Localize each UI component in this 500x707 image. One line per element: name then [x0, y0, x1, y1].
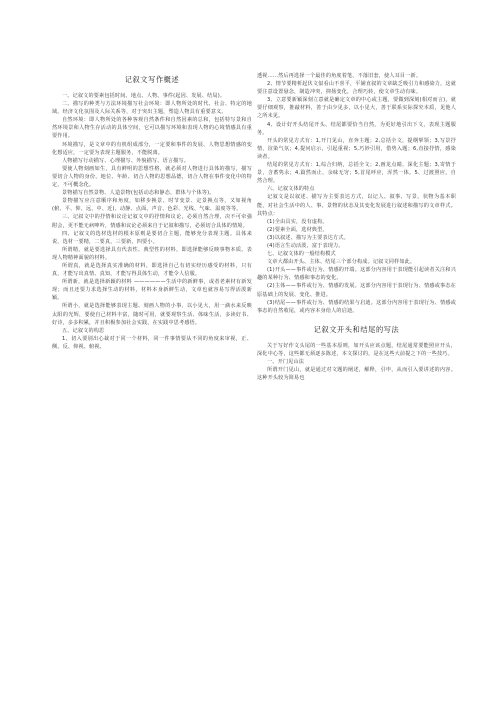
- paragraph: 1、切入要别出心裁对于同一个材料，同一件事情要从不同的角度来审视，正、侧、反、仰视、俯视、: [52, 335, 252, 350]
- left-column: [52, 75, 252, 351]
- section-heading: 六、记叙文体的特点: [267, 186, 315, 193]
- paragraph: 环境描写，是文章中的有机组成部分，一定要和事件的发展、人物思想情感的变化想适应，一定要为表现主题服务，不能脱离。: [52, 141, 252, 156]
- paragraph: 景物描写自然景物、人造景物(包括动态和静态，群体与个体等)。: [62, 190, 215, 197]
- section-heading: 七、记叙文体的一般结构模式: [267, 251, 336, 258]
- document-title: 记叙文写作概述: [124, 75, 180, 84]
- paragraph: (1)开头——事件或行为、情感的开端。这部分内容用于表现能引起读者关注和兴趣的某种行为、情感和事态的变化。: [257, 267, 456, 282]
- paragraph: 所谓开门见山，就是通过对文题的阐述，解释，引申，从而引入要讲述的内容。这种开头较为简易也: [257, 367, 456, 382]
- paragraph: 所谓新，就是选择新颖的材料 ——————生活中的新鲜事，或者老素材有新发现；而且还要力求选择生动的材料，材料本身新鲜生动，文章也就容易写得活泼新颖。: [52, 279, 252, 302]
- section-heading: 一、开门见山法: [267, 359, 305, 365]
- section-heading: 五、记叙文的构思: [62, 327, 105, 334]
- paragraph: 所谓小，就是选择能够表现主题、刻画人物的小事，以小见大，用一滴水来反映太阳的光辉，要使自己材料丰富，随时可用，就要观察生活、体味生活，多读好书、好诗，多多积累，并且积极参加社会实践，在实践中思考感悟。: [52, 303, 252, 326]
- paragraph: 二、描写的种类与方法环境描写社会环境：即人物所处的时代、社会、特定的地域、经济文化氛围及人际关系等，对于突出主题，塑造人物具有重要意义。: [52, 101, 252, 116]
- paragraph-continued: 透视……然后再选择一个最佳的角度着笔，不落旧套，使人耳目一新。: [257, 73, 422, 79]
- second-title: 记叙文开头和结尾的写法: [313, 324, 400, 334]
- paragraph: 所谓精，就是要选择具有代表性、典型性的材料，即选择能够反映事物本质、表现人物精神面貌的材料。: [52, 246, 252, 261]
- paragraph: 三、记叙文中的抒情和议论记叙文中的抒情和议论，必须自然合理，决不可牵强附会，更不能无病呻吟，情感和议论必须来自于记叙和描写，必须切合具体的情境。: [52, 214, 252, 229]
- paragraph: 一、记叙文的要素包括时间、地点、人物、事件(起因、发展、结局)。: [62, 93, 226, 99]
- paragraph: 景物描写应注意顺序和角度，如移步换景、时节变景、定景换点等，又如视角(俯、平、仰、远、中、近)、动静、点面、声音、色彩、光线、气味、温度等等。: [52, 198, 252, 213]
- paragraph: 3、立意要新颖深刻立意就是确定文章的中心或主题，要做到深刻(相对而言)，就要仔细观察，推敲材料，善于由少见多，以小见大，善于联系实际探究本质，见他人之所未见。: [257, 97, 456, 120]
- list-item: (1)全由具实，没有虚构。: [267, 218, 328, 225]
- paragraph: 所谓真，就是选择真实准确的材料，即选择自己有切实经历感受的材料，只有真，才能写出真情、真知，才能写得具体生动，才能令人信服。: [52, 262, 252, 278]
- paragraph: 四、记叙文的选材选材的根本原则是要切合主题，能够充分表现主题。具体来说，选材一要精，二要真，三要新，四要小。: [52, 230, 252, 245]
- paragraph: (3)结尾——事件或行为、情感的结果与启迪。这部分内容用于表现行为、情感或事态的自然收尾，或内容本身给人的启迪。: [257, 299, 456, 314]
- paragraph: 2、情节要精析起伏文似看山不喜平，平铺直叙的文章缺乏吸引力和感染力，这就要注意设置悬念，制造冲突，抑扬变化，合理巧转，使文章生动有味。: [257, 81, 456, 96]
- paragraph: 开头的常见方式有：1,开门见山，直奔主题；2,总括全文，提纲挈领；3,写景抒情，渲染气氛；4,提问启示，引起重视；5,巧妙引用，借势入题；6,直接抒情，感染读者。: [257, 137, 456, 160]
- list-item: (4)语言生动活泼，富于表现力。: [267, 242, 344, 249]
- paragraph: 人物描写行动描写、心理描写、外貌描写、语言描写。: [62, 157, 190, 164]
- paragraph: 结尾的常见方式有：1,综合归纳，总括全文；2,画龙点睛，深化主题；3,寄情于景，含蓄隽永；4,篇然而止，余味无穷；5,首尾呼应，浑然一体。5、过渡照应，自然合理。: [257, 162, 456, 185]
- list-item: (2)要素全面，选材典型。: [267, 226, 328, 233]
- paragraph: 关于写好作文头尾的一些基本原则，如开头应该点题，结尾通常要能照应开头，深化中心等，这些都无须逐多陈述，本文探讨的，是在这些大前提之下的一些技巧。: [257, 342, 456, 357]
- paragraph: (2)主体——事件或行为、情感的发展。这部分内容用于表现行为、情感或事态在原基础上的发展、变化、推进。: [257, 283, 456, 298]
- paragraph: 记叙文是以叙述、描写为主要表达方式，以记人、叙事、写景、状物为基本职能，对社会生活中的人、事、景物的状态及其变化发展进行叙述和描写的文章样式。其特点：: [257, 194, 456, 217]
- list-item: (3)以叙述、描写为主要表达方式。: [267, 234, 349, 241]
- paragraph: 文章大都由开头、主体、结尾三个部分构成。记叙文同样如此。: [267, 259, 416, 266]
- paragraph: 自然环境：即人物所处的各种客观自然条件和自然因素的总和，包括特写景和自然环境景和人物生存活动的具体空间，它可以描写环境和表现人物的心境情感具有重要作用。: [52, 117, 252, 140]
- paragraph: 要使人物刻画如生，具有鲜明的思想性格，就必须对人物进行具体的描写，描写要切合人物的身份、地位、年龄、切合人物的思想品德，切合人物在事件变化中的特定，不可概念化。: [52, 165, 252, 189]
- right-column: [257, 72, 456, 382]
- paragraph: 4、设计好开头结尾开头、结尾都要恰当自然，为更好地引出下文，表现主题服务。: [257, 121, 456, 136]
